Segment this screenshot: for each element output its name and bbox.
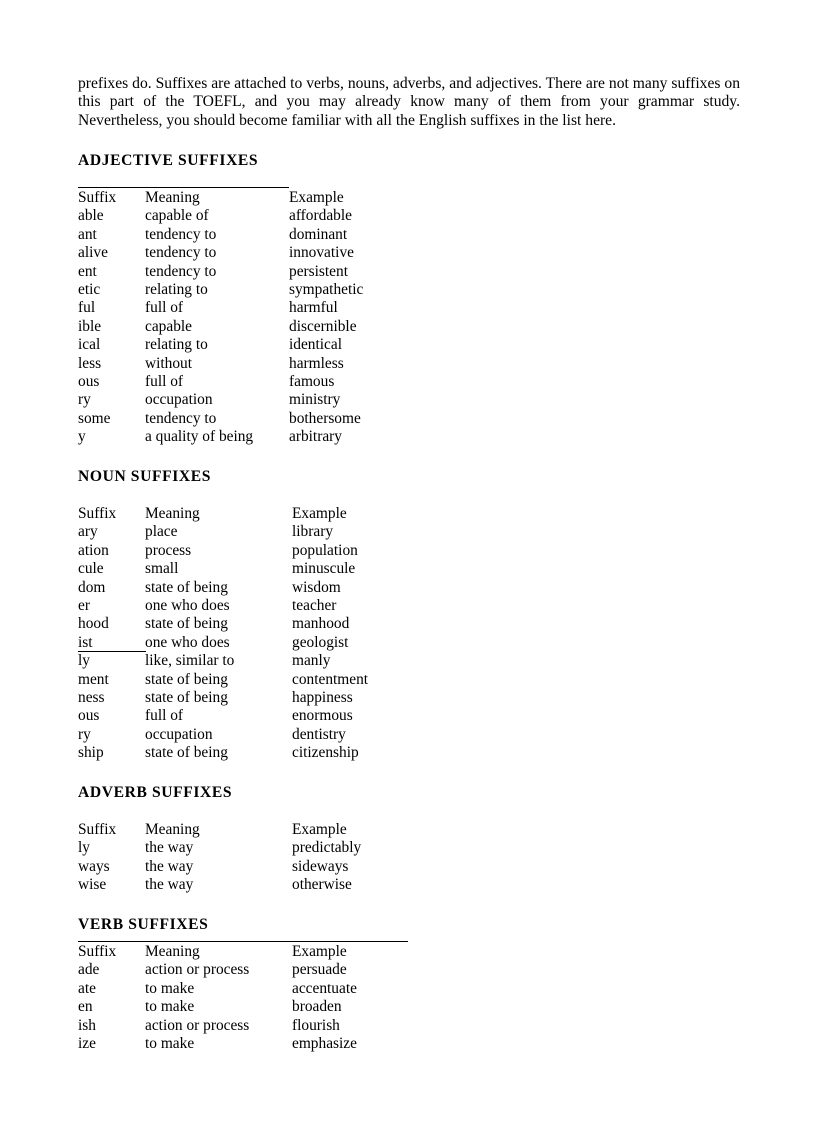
example-cell: flourish <box>292 1016 340 1034</box>
suffix-cell: dom <box>78 578 106 596</box>
example-cell: citizenship <box>292 744 359 762</box>
suffix-cell: ways <box>78 857 110 875</box>
header-meaning: Meaning <box>145 189 200 206</box>
meaning-cell: without <box>145 354 193 372</box>
example-cell: identical <box>289 336 342 354</box>
header-suffix: Suffix <box>78 189 117 206</box>
meaning-cell: process <box>145 541 192 559</box>
header-suffix: Suffix <box>78 821 117 838</box>
example-cell: teacher <box>292 596 337 614</box>
suffix-cell: some <box>78 409 111 427</box>
meaning-cell: tendency to <box>145 244 217 262</box>
meaning-cell: state of being <box>145 670 228 688</box>
meaning-cell: full of <box>145 707 184 725</box>
example-cell: affordable <box>289 207 352 225</box>
meaning-cell: the way <box>145 876 194 894</box>
example-cell: persuade <box>292 961 347 979</box>
meaning-cell: capable of <box>145 207 209 225</box>
adverb-suffixes-heading: ADVERB SUFFIXES <box>78 784 233 801</box>
suffix-cell: ate <box>78 979 96 997</box>
example-cell: dentistry <box>292 725 346 743</box>
example-cell: persistent <box>289 262 348 280</box>
example-cell: manly <box>292 652 331 670</box>
header-suffix: Suffix <box>78 943 117 960</box>
meaning-cell: action or process <box>145 1016 250 1034</box>
suffix-cell: etic <box>78 280 101 298</box>
meaning-cell: to make <box>145 1034 195 1052</box>
example-cell: innovative <box>289 244 354 262</box>
header-example: Example <box>289 189 344 206</box>
example-cell: broaden <box>292 998 342 1016</box>
noun-table-rule <box>78 651 146 652</box>
suffix-cell: ful <box>78 299 96 317</box>
example-cell: harmless <box>289 354 344 372</box>
suffix-cell: ist <box>78 633 93 651</box>
verb-suffixes-heading: VERB SUFFIXES <box>78 916 209 933</box>
suffix-cell: ade <box>78 961 100 979</box>
header-example: Example <box>292 943 347 960</box>
verb-table-top-rule <box>78 941 408 942</box>
meaning-cell: relating to <box>145 336 208 354</box>
example-cell: accentuate <box>292 979 357 997</box>
example-cell: harmful <box>289 299 338 317</box>
suffix-cell: alive <box>78 244 108 262</box>
example-cell: wisdom <box>292 578 341 596</box>
meaning-cell: state of being <box>145 615 228 633</box>
example-cell: geologist <box>292 633 349 651</box>
meaning-cell: tendency to <box>145 262 217 280</box>
suffix-cell: er <box>78 596 90 614</box>
meaning-cell: occupation <box>145 391 213 409</box>
noun-suffixes-heading: NOUN SUFFIXES <box>78 468 211 485</box>
suffix-cell: ness <box>78 688 105 706</box>
meaning-cell: occupation <box>145 725 213 743</box>
header-example: Example <box>292 505 347 522</box>
suffix-cell: y <box>78 428 86 446</box>
suffix-cell: ship <box>78 744 104 762</box>
meaning-cell: action or process <box>145 961 250 979</box>
example-cell: dominant <box>289 225 348 243</box>
suffix-cell: cule <box>78 560 104 578</box>
example-cell: minuscule <box>292 560 356 578</box>
suffix-cell: ary <box>78 523 98 541</box>
suffix-cell: ical <box>78 336 101 354</box>
meaning-cell: place <box>145 523 178 541</box>
meaning-cell: one who does <box>145 596 230 614</box>
example-cell: happiness <box>292 688 353 706</box>
suffix-cell: ous <box>78 707 100 725</box>
meaning-cell: relating to <box>145 280 208 298</box>
header-meaning: Meaning <box>145 943 200 960</box>
header-example: Example <box>292 821 347 838</box>
meaning-cell: the way <box>145 839 194 857</box>
suffix-cell: ly <box>78 652 90 670</box>
meaning-cell: state of being <box>145 744 228 762</box>
adjective-table-top-rule <box>78 187 289 188</box>
meaning-cell: small <box>145 560 179 578</box>
suffix-cell: hood <box>78 615 109 633</box>
example-cell: sideways <box>292 857 349 875</box>
header-meaning: Meaning <box>145 505 200 522</box>
meaning-cell: capable <box>145 317 192 335</box>
intro-paragraph: prefixes do. Suffixes are attached to verbs, nouns, adverbs, and adjectives. There are not many suffixes on this part of the TOEFL, and you may already know many of them from your grammar study. Nevertheless, you should become familiar with all the English suffixes in the list here. <box>78 75 740 129</box>
example-cell: otherwise <box>292 876 352 894</box>
meaning-cell: full of <box>145 299 184 317</box>
suffix-cell: ry <box>78 725 91 743</box>
meaning-cell: like, similar to <box>145 652 235 670</box>
example-cell: ministry <box>289 391 341 409</box>
meaning-cell: state of being <box>145 688 228 706</box>
example-cell: sympathetic <box>289 280 364 298</box>
example-cell: contentment <box>292 670 369 688</box>
meaning-cell: full of <box>145 372 184 390</box>
suffix-cell: wise <box>78 876 107 894</box>
suffix-cell: ment <box>78 670 109 688</box>
example-cell: famous <box>289 372 335 390</box>
suffix-cell: ish <box>78 1016 96 1034</box>
meaning-cell: a quality of being <box>145 428 254 446</box>
example-cell: manhood <box>292 615 350 633</box>
meaning-cell: to make <box>145 998 195 1016</box>
example-cell: discernible <box>289 317 357 335</box>
header-meaning: Meaning <box>145 821 200 838</box>
suffix-cell: ible <box>78 317 102 335</box>
meaning-cell: tendency to <box>145 409 217 427</box>
meaning-cell: state of being <box>145 578 228 596</box>
suffix-cell: less <box>78 354 102 372</box>
example-cell: arbitrary <box>289 428 342 446</box>
example-cell: bothersome <box>289 409 361 427</box>
meaning-cell: tendency to <box>145 225 217 243</box>
suffix-cell: ry <box>78 391 91 409</box>
adjective-suffixes-heading: ADJECTIVE SUFFIXES <box>78 152 259 169</box>
example-cell: predictably <box>292 839 362 857</box>
suffix-cell: ly <box>78 839 90 857</box>
meaning-cell: the way <box>145 857 194 875</box>
example-cell: library <box>292 523 334 541</box>
example-cell: enormous <box>292 707 353 725</box>
suffix-cell: ant <box>78 225 97 243</box>
meaning-cell: to make <box>145 979 195 997</box>
suffix-cell: ize <box>78 1034 96 1052</box>
suffix-cell: en <box>78 998 93 1016</box>
header-suffix: Suffix <box>78 505 117 522</box>
suffix-cell: ous <box>78 372 100 390</box>
example-cell: emphasize <box>292 1034 357 1052</box>
example-cell: population <box>292 541 358 559</box>
suffix-cell: ent <box>78 262 97 280</box>
suffix-cell: ation <box>78 541 109 559</box>
meaning-cell: one who does <box>145 633 230 651</box>
suffix-cell: able <box>78 207 104 225</box>
